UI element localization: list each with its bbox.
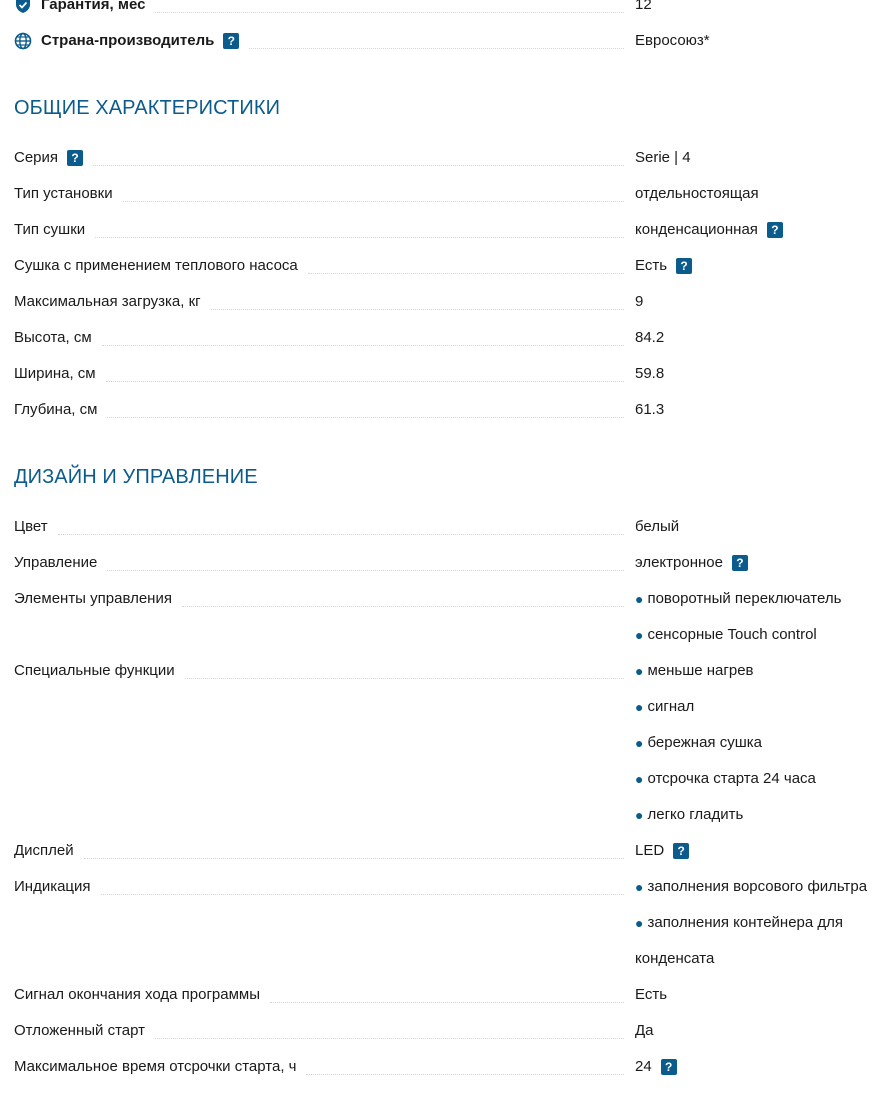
spec-label: Высота, см (14, 329, 92, 346)
spec-value: Есть (635, 986, 668, 1003)
spec-value: 12 (635, 0, 652, 13)
spec-row (14, 941, 887, 977)
spec-label: Индикация (14, 878, 91, 895)
spec-value: заполнения ворсового фильтра (647, 878, 868, 895)
spec-row (14, 689, 887, 725)
spec-value: отсрочка старта 24 часа (647, 770, 816, 787)
spec-row (14, 545, 887, 581)
spec-row (14, 356, 887, 392)
spec-row (14, 833, 887, 869)
section-title-design: ДИЗАЙН И УПРАВЛЕНИЕ (14, 466, 258, 488)
help-icon[interactable]: ? (767, 222, 783, 238)
spec-label: Тип установки (14, 185, 113, 202)
spec-label: Управление (14, 554, 98, 571)
bullet-icon: ● (635, 771, 644, 787)
spec-value: Евросоюз* (635, 32, 710, 49)
spec-value: электронное (635, 554, 723, 571)
spec-label: Тип сушки (14, 221, 86, 238)
bullet-icon: ● (635, 591, 644, 607)
spec-value: заполнения контейнера для (647, 914, 844, 931)
spec-row (14, 248, 887, 284)
spec-label: Ширина, см (14, 365, 96, 382)
spec-label: Цвет (14, 518, 48, 535)
spec-value: легко гладить (647, 806, 744, 823)
spec-label: Гарантия, мес (41, 0, 146, 13)
section-title-general: ОБЩИЕ ХАРАКТЕРИСТИКИ (14, 97, 281, 119)
spec-row (14, 905, 887, 941)
spec-value: 61.3 (635, 401, 665, 418)
help-icon[interactable]: ? (661, 1059, 677, 1075)
spec-row (14, 176, 887, 212)
spec-row (14, 761, 887, 797)
spec-row (14, 509, 887, 545)
spec-row (14, 284, 887, 320)
spec-value: меньше нагрев (647, 662, 754, 679)
spec-value: белый (635, 518, 680, 535)
spec-value: поворотный переключатель (647, 590, 842, 607)
spec-value: Да (635, 1022, 654, 1039)
spec-value: Serie | 4 (635, 149, 691, 166)
spec-row-country (14, 23, 887, 59)
spec-row (14, 581, 887, 617)
spec-value: сенсорные Touch control (647, 626, 817, 643)
bullet-icon: ● (635, 915, 644, 931)
spec-label: Сигнал окончания хода программы (14, 986, 261, 1003)
help-icon[interactable]: ? (673, 843, 689, 859)
help-icon[interactable]: ? (676, 258, 692, 274)
spec-label: Элементы управления (14, 590, 172, 607)
spec-row (14, 725, 887, 761)
spec-value: отдельностоящая (635, 185, 759, 202)
bullet-icon: ● (635, 879, 644, 895)
spec-row (14, 1049, 887, 1085)
spec-row (14, 1013, 887, 1049)
spec-row (14, 392, 887, 428)
spec-value: 84.2 (635, 329, 665, 346)
spec-value: бережная сушка (647, 734, 762, 751)
spec-label: Отложенный старт (14, 1022, 146, 1039)
spec-row (14, 977, 887, 1013)
spec-value: сигнал (647, 698, 695, 715)
spec-value: 24 (635, 1058, 652, 1075)
help-icon[interactable]: ? (223, 33, 239, 49)
spec-value: 9 (635, 293, 644, 310)
spec-row (14, 617, 887, 653)
spec-row (14, 320, 887, 356)
spec-row (14, 212, 887, 248)
bullet-icon: ● (635, 663, 644, 679)
globe-icon (14, 32, 32, 50)
spec-value: конденсационная (635, 221, 758, 238)
bullet-icon: ● (635, 627, 644, 643)
spec-label: Максимальная загрузка, кг (14, 293, 201, 310)
spec-value: Есть (635, 257, 668, 274)
spec-value: конденсата (635, 950, 715, 967)
bullet-icon: ● (635, 807, 644, 823)
spec-label: Глубина, см (14, 401, 98, 418)
help-icon[interactable]: ? (732, 555, 748, 571)
spec-value: 59.8 (635, 365, 665, 382)
spec-row (14, 869, 887, 905)
spec-row-warranty (14, 0, 887, 23)
bullet-icon: ● (635, 699, 644, 715)
spec-row (14, 140, 887, 176)
spec-row (14, 653, 887, 689)
spec-label: Специальные функции (14, 662, 175, 679)
spec-row (14, 797, 887, 833)
spec-label: Страна-производитель (41, 32, 215, 49)
spec-label: Максимальное время отсрочки старта, ч (14, 1058, 297, 1075)
spec-label: Сушка с применением теплового насоса (14, 257, 298, 274)
spec-value: LED (635, 842, 665, 859)
bullet-icon: ● (635, 735, 644, 751)
spec-label: Серия (14, 149, 59, 166)
help-icon[interactable]: ? (67, 150, 83, 166)
shield-check-icon (14, 0, 32, 14)
spec-label: Дисплей (14, 842, 74, 859)
